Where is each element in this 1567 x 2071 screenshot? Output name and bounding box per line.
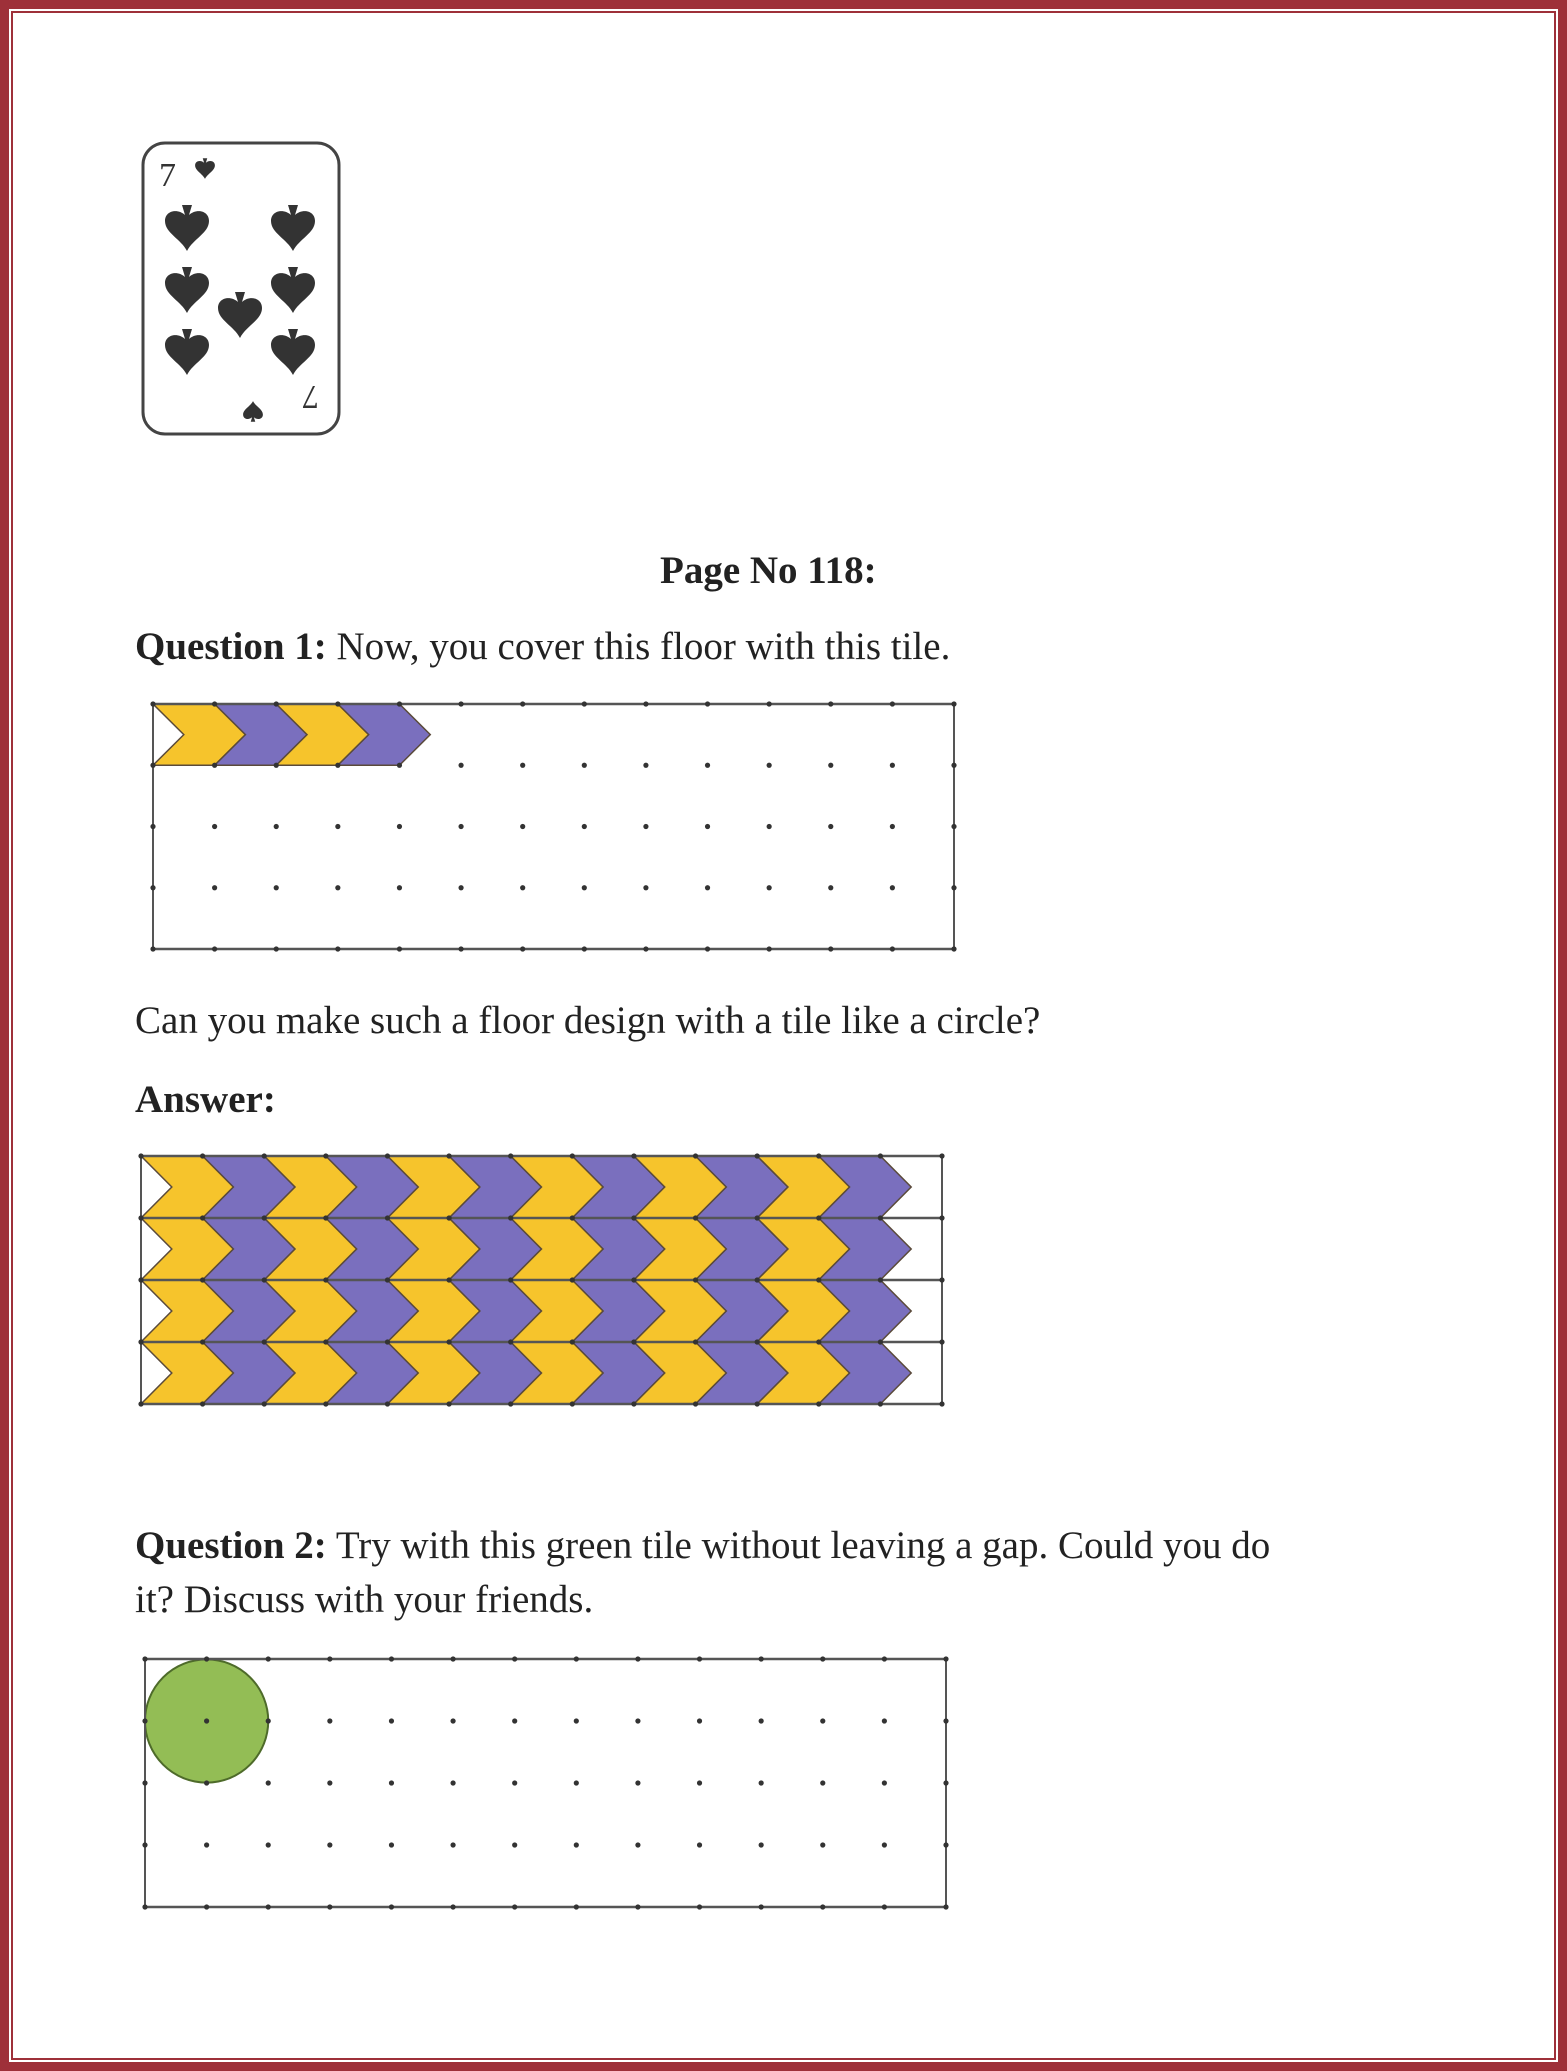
grid-dot [150,824,155,829]
grid-dot [878,1277,883,1282]
grid-dot [450,1718,455,1723]
answer-label: Answer: [135,1078,276,1121]
grid-dot [450,1656,455,1661]
grid-dot [882,1842,887,1847]
grid-dot [693,1339,698,1344]
grid-dot [200,1277,205,1282]
grid-dot [767,763,772,768]
question-1-label: Question 1: [135,625,327,668]
grid-dot [643,946,648,951]
grid-dot [643,763,648,768]
grid-dot [755,1401,760,1406]
grid-dot [820,1780,825,1785]
grid-dot [705,946,710,951]
grid-dot [828,701,833,706]
grid-dot [574,1718,579,1723]
grid-dot [755,1339,760,1344]
grid-dot [274,885,279,890]
grid-dot [512,1842,517,1847]
grid-dot [643,701,648,706]
grid-dot [266,1904,271,1909]
grid-dot [890,701,895,706]
grid-dot [274,946,279,951]
grid-dot [693,1401,698,1406]
grid-dot [882,1904,887,1909]
grid-dot [389,1842,394,1847]
grid-dot [450,1904,455,1909]
grid-dot [512,1718,517,1723]
grid-dot [446,1339,451,1344]
grid-dot [635,1842,640,1847]
grid-dot [212,763,217,768]
grid-dot [397,824,402,829]
grid-dot [820,1904,825,1909]
grid-dot [150,946,155,951]
grid-dot [820,1842,825,1847]
grid-dot [943,1842,948,1847]
grid-dot [890,824,895,829]
grid-dot [882,1718,887,1723]
grid-dot [635,1904,640,1909]
grid-dot [631,1153,636,1158]
grid-dot [890,763,895,768]
grid-dot [385,1153,390,1158]
grid-dot [697,1904,702,1909]
grid-dot [828,885,833,890]
grid-dot [150,763,155,768]
grid-dot [385,1215,390,1220]
grid-dot [446,1277,451,1282]
grid-dot [816,1153,821,1158]
grid-dot [582,946,587,951]
grid-dot [204,1904,209,1909]
grid-dot [643,885,648,890]
grid-dot [142,1656,147,1661]
grid-dot [631,1215,636,1220]
grid-dot [212,885,217,890]
grid-dot [643,824,648,829]
grid-dot [582,763,587,768]
grid-dot [705,763,710,768]
question-1-followup: Can you make such a floor design with a tile like a circle? [135,999,1041,1042]
grid-dot [512,1904,517,1909]
grid-dot [323,1401,328,1406]
grid-dot [582,824,587,829]
grid-dot [389,1904,394,1909]
grid-dot [705,824,710,829]
grid-dot [446,1215,451,1220]
grid-dot [878,1401,883,1406]
grid-dot [574,1780,579,1785]
grid-dot [262,1401,267,1406]
grid-dot [582,701,587,706]
grid-dot [397,946,402,951]
grid-dot [450,1842,455,1847]
grid-dot [397,885,402,890]
grid-dot [458,946,463,951]
grid-dot [327,1842,332,1847]
grid-dot [266,1842,271,1847]
grid-dot [204,1780,209,1785]
grid-dot [890,946,895,951]
grid-dot [204,1718,209,1723]
grid-dot [512,1656,517,1661]
grid-dot [266,1780,271,1785]
grid-dot [262,1153,267,1158]
grid-dot [697,1780,702,1785]
grid-dot [327,1656,332,1661]
grid-dot [335,946,340,951]
grid-dot [943,1780,948,1785]
grid-dot [327,1780,332,1785]
grid-dot [693,1277,698,1282]
grid-dot [520,701,525,706]
grid-dot [705,885,710,890]
grid-dot [446,1153,451,1158]
grid-dot [705,701,710,706]
grid-dot [274,701,279,706]
grid-dot [635,1718,640,1723]
grid-dot [138,1339,143,1344]
grid-dot [389,1780,394,1785]
grid-dot [262,1277,267,1282]
card-rank-top: 7 [159,157,176,194]
grid-dot [939,1215,944,1220]
grid-dot [759,1780,764,1785]
question-2-text-line1: Try with this green tile without leaving a gap. Could you do [335,1524,1271,1567]
grid-dot [759,1842,764,1847]
grid-dot [138,1215,143,1220]
grid-dot [767,885,772,890]
grid-dot [570,1401,575,1406]
grid-dot [266,1656,271,1661]
grid-dot [882,1656,887,1661]
grid-dot [570,1215,575,1220]
grid-dot [520,824,525,829]
grid-dot [335,885,340,890]
grid-dot [759,1656,764,1661]
grid-dot [570,1277,575,1282]
grid-dot [631,1401,636,1406]
grid-dot [635,1656,640,1661]
grid-dot [274,824,279,829]
question-2-line2: it? Discuss with your friends. [135,1578,594,1621]
grid-dot [262,1339,267,1344]
card-rank-bottom: 7 [302,378,319,415]
page-heading: Page No 118: [660,549,877,592]
floor-grid-answer [141,1156,943,1405]
grid-dot [943,1718,948,1723]
grid-dot [816,1339,821,1344]
question-2 [135,1519,1270,1573]
grid-dot [212,824,217,829]
grid-dot [697,1718,702,1723]
grid-dot [767,824,772,829]
grid-dot [389,1718,394,1723]
grid-dot [323,1277,328,1282]
grid-dot [939,1339,944,1344]
grid-dot [150,885,155,890]
grid-dot [512,1780,517,1785]
grid-dot [697,1656,702,1661]
grid-dot [200,1339,205,1344]
grid-dot [693,1153,698,1158]
grid-dot [939,1401,944,1406]
grid-dot [150,701,155,706]
grid-dot [816,1401,821,1406]
grid-dot [200,1401,205,1406]
grid-dot [212,946,217,951]
grid-dot [458,701,463,706]
floor-grid-question-2 [145,1659,947,1908]
grid-dot [200,1153,205,1158]
grid-dot [767,701,772,706]
grid-dot [951,701,956,706]
grid-dot [458,885,463,890]
grid-dot [397,701,402,706]
question-1-text: Now, you cover this floor with this tile. [336,625,951,668]
grid-dot [274,763,279,768]
grid-dot [943,1904,948,1909]
grid-dot [951,885,956,890]
grid-dot [635,1780,640,1785]
grid-dot [951,824,956,829]
grid-dot [335,701,340,706]
grid-dot [582,885,587,890]
grid-dot [828,763,833,768]
grid-dot [389,1656,394,1661]
grid-dot [631,1277,636,1282]
grid-dot [385,1277,390,1282]
grid-dot [697,1842,702,1847]
grid-dot [327,1718,332,1723]
grid-dot [828,946,833,951]
grid-dot [508,1153,513,1158]
grid-dot [816,1277,821,1282]
grid-dot [142,1718,147,1723]
playing-card-seven-of-spades [141,141,341,436]
grid-dot [323,1153,328,1158]
grid-dot [816,1215,821,1220]
grid-dot [262,1215,267,1220]
grid-dot [142,1780,147,1785]
grid-dot [327,1904,332,1909]
grid-dot [820,1656,825,1661]
grid-dot [520,763,525,768]
grid-dot [204,1656,209,1661]
grid-dot [755,1277,760,1282]
grid-dot [508,1339,513,1344]
grid-border [145,1659,946,1907]
grid-dot [458,763,463,768]
grid-dot [266,1718,271,1723]
grid-dot [335,824,340,829]
grid-dot [878,1153,883,1158]
grid-dot [890,885,895,890]
grid-dot [570,1339,575,1344]
grid-dot [458,824,463,829]
grid-dot [508,1215,513,1220]
grid-dot [323,1215,328,1220]
grid-dot [520,885,525,890]
grid-dot [142,1904,147,1909]
grid-dot [939,1277,944,1282]
grid-dot [882,1780,887,1785]
grid-dot [939,1153,944,1158]
grid-dot [755,1153,760,1158]
grid-dot [755,1215,760,1220]
grid-dot [570,1153,575,1158]
grid-dot [878,1339,883,1344]
grid-dot [574,1842,579,1847]
grid-dot [767,946,772,951]
grid-dot [335,763,340,768]
grid-dot [450,1780,455,1785]
grid-dot [204,1842,209,1847]
grid-dot [759,1718,764,1723]
grid-dot [878,1215,883,1220]
grid-dot [142,1842,147,1847]
grid-dot [397,763,402,768]
grid-dot [323,1339,328,1344]
grid-dot [951,763,956,768]
grid-dot [138,1401,143,1406]
floor-grid-question-1 [153,704,955,950]
grid-dot [138,1277,143,1282]
grid-dot [574,1904,579,1909]
grid-dot [520,946,525,951]
grid-dot [820,1718,825,1723]
grid-dot [828,824,833,829]
grid-dot [693,1215,698,1220]
grid-dot [508,1277,513,1282]
question-1 [135,620,950,674]
grid-dot [574,1656,579,1661]
grid-dot [943,1656,948,1661]
grid-dot [508,1401,513,1406]
grid-dot [759,1904,764,1909]
grid-dot [138,1153,143,1158]
grid-dot [212,701,217,706]
grid-dot [631,1339,636,1344]
grid-dot [385,1339,390,1344]
grid-dot [951,946,956,951]
question-2-label: Question 2: [135,1524,327,1567]
grid-dot [446,1401,451,1406]
grid-dot [200,1215,205,1220]
grid-dot [385,1401,390,1406]
